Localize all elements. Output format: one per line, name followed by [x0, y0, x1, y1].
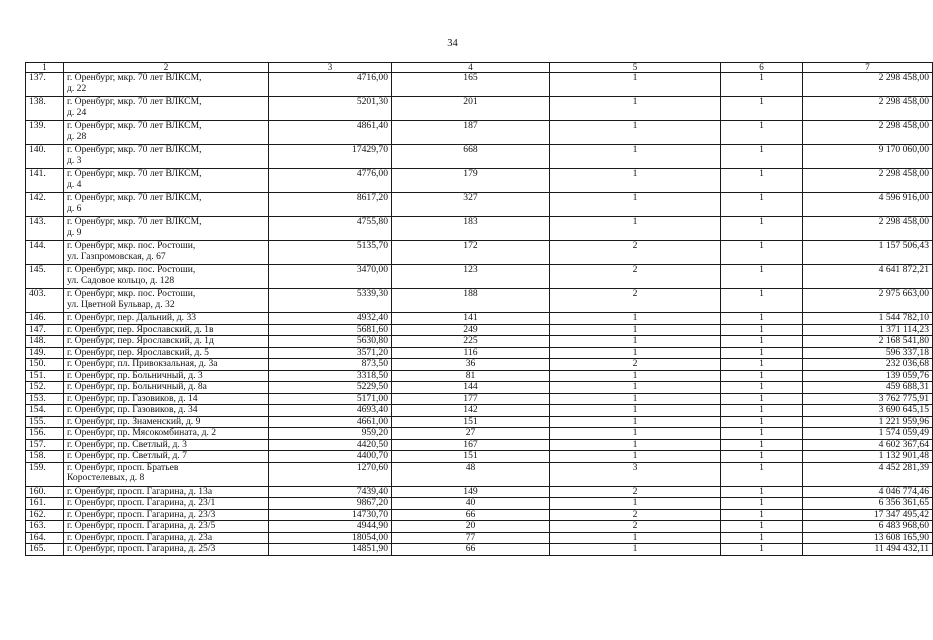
count-cell: 20: [392, 521, 550, 533]
col5-cell: 2: [550, 265, 721, 289]
count-cell: 116: [392, 347, 550, 359]
row-number-cell: 156.: [26, 428, 64, 440]
col5-cell: 1: [550, 439, 721, 451]
table-row: [26, 393, 933, 405]
address-line: д. 22: [67, 82, 87, 94]
area-cell: 4776,00: [269, 169, 392, 193]
address-cell: [64, 313, 269, 325]
area-cell: 3571,20: [269, 347, 392, 359]
table-row: [26, 521, 933, 533]
area-cell: 5201,30: [269, 97, 392, 121]
col5-cell: 1: [550, 393, 721, 405]
col6-cell: 1: [721, 193, 803, 217]
row-number-cell: 165.: [26, 544, 64, 556]
address-line: д. 4: [67, 178, 82, 190]
table-row: [26, 324, 933, 336]
address-line: г. Оренбург, просп. Гагарина, д. 13а: [67, 485, 213, 497]
address-cell: [64, 382, 269, 394]
address-line: г. Оренбург, пер. Ярославский, д. 1д: [67, 335, 214, 346]
table-row: [26, 336, 933, 348]
col6-cell: 1: [721, 393, 803, 405]
col6-cell: 1: [721, 73, 803, 97]
address-line: д. 6: [67, 202, 82, 214]
amount-cell: 3 690 645,15: [803, 405, 933, 417]
address-cell: [64, 241, 269, 265]
table-row: [26, 73, 933, 97]
address-cell: [64, 439, 269, 451]
header-row: [26, 63, 933, 73]
count-cell: 179: [392, 169, 550, 193]
table-row: [26, 145, 933, 169]
address-line: г. Оренбург, пр. Газовиков, д. 34: [67, 404, 198, 415]
row-number-cell: 137.: [26, 73, 64, 97]
amount-cell: 13 608 165,90: [803, 532, 933, 544]
table-row: [26, 370, 933, 382]
address-line: г. Оренбург, мкр. 70 лет ВЛКСМ,: [67, 144, 202, 155]
address-line: д. 3: [67, 154, 82, 166]
amount-cell: 1 157 506,43: [803, 241, 933, 265]
address-line: г. Оренбург, мкр. 70 лет ВЛКСМ,: [67, 168, 202, 179]
row-number-cell: 140.: [26, 145, 64, 169]
row-number-cell: 138.: [26, 97, 64, 121]
table-row: [26, 451, 933, 463]
count-cell: 66: [392, 509, 550, 521]
count-cell: 142: [392, 405, 550, 417]
table-row: [26, 498, 933, 510]
table-row: [26, 382, 933, 394]
address-line: г. Оренбург, пр. Знаменский, д. 9: [67, 415, 201, 427]
page-number: 34: [447, 38, 458, 49]
address-cell: [64, 336, 269, 348]
amount-cell: 2 168 541,80: [803, 336, 933, 348]
table-row: [26, 241, 933, 265]
count-cell: 149: [392, 486, 550, 498]
row-number-cell: 141.: [26, 169, 64, 193]
col5-cell: 1: [550, 451, 721, 463]
amount-cell: 139 059,76: [803, 370, 933, 382]
col6-cell: 1: [721, 265, 803, 289]
address-line: г. Оренбург, мкр. 70 лет ВЛКСМ,: [67, 192, 202, 203]
table-row: [26, 347, 933, 359]
col6-cell: 1: [721, 382, 803, 394]
address-line: г. Оренбург, просп. Гагарина, д. 23/1: [67, 497, 216, 508]
address-cell: [64, 145, 269, 169]
col6-cell: 1: [721, 347, 803, 359]
count-cell: 77: [392, 532, 550, 544]
amount-cell: 2 975 663,00: [803, 289, 933, 313]
row-number-cell: 157.: [26, 439, 64, 451]
row-number-cell: 161.: [26, 498, 64, 510]
col6-cell: 1: [721, 289, 803, 313]
area-cell: 17429,70: [269, 145, 392, 169]
amount-cell: 4 452 281,39: [803, 462, 933, 486]
col6-cell: 1: [721, 324, 803, 336]
col6-cell: 1: [721, 462, 803, 486]
area-cell: 4944,90: [269, 521, 392, 533]
address-line: г. Оренбург, пер. Дальний, д. 33: [67, 312, 197, 323]
col6-cell: 1: [721, 544, 803, 556]
col5-cell: 1: [550, 416, 721, 428]
table-row: [26, 532, 933, 544]
address-line: д. 24: [67, 106, 87, 118]
address-cell: [64, 289, 269, 313]
address-cell: [64, 532, 269, 544]
header-cell: 1: [26, 63, 64, 73]
count-cell: 40: [392, 498, 550, 510]
col5-cell: 1: [550, 193, 721, 217]
amount-cell: 4 602 367,64: [803, 439, 933, 451]
amount-cell: 232 036,68: [803, 359, 933, 371]
col6-cell: 1: [721, 336, 803, 348]
address-line: г. Оренбург, пр. Больничный, д. 8а: [67, 381, 207, 392]
col5-cell: 1: [550, 73, 721, 97]
address-cell: [64, 486, 269, 498]
row-number-cell: 162.: [26, 509, 64, 521]
amount-cell: 2 298 458,00: [803, 121, 933, 145]
header-cell: 2: [64, 63, 269, 73]
address-cell: [64, 97, 269, 121]
address-line: г. Оренбург, пр. Светлый, д. 7: [67, 450, 187, 461]
address-cell: [64, 347, 269, 359]
row-number-cell: 159.: [26, 462, 64, 486]
table-row: [26, 509, 933, 521]
table-row: [26, 289, 933, 313]
address-cell: [64, 521, 269, 533]
amount-cell: 1 544 782,10: [803, 313, 933, 325]
col6-cell: 1: [721, 416, 803, 428]
address-cell: [64, 169, 269, 193]
col6-cell: 1: [721, 498, 803, 510]
address-cell: [64, 393, 269, 405]
count-cell: 668: [392, 145, 550, 169]
area-cell: 18054,00: [269, 532, 392, 544]
header-cell: 6: [721, 63, 803, 73]
count-cell: 151: [392, 451, 550, 463]
amount-cell: 6 483 968,60: [803, 521, 933, 533]
row-number-cell: 153.: [26, 393, 64, 405]
row-number-cell: 144.: [26, 241, 64, 265]
amount-cell: 1 574 059,49: [803, 428, 933, 440]
col6-cell: 1: [721, 169, 803, 193]
col5-cell: 2: [550, 289, 721, 313]
row-number-cell: 139.: [26, 121, 64, 145]
count-cell: 225: [392, 336, 550, 348]
address-cell: [64, 451, 269, 463]
area-cell: 4755,80: [269, 217, 392, 241]
col6-cell: 1: [721, 486, 803, 498]
amount-cell: 2 298 458,00: [803, 73, 933, 97]
address-cell: [64, 73, 269, 97]
address-line: г. Оренбург, пр. Мясокомбината, д. 2: [67, 427, 217, 438]
col5-cell: 1: [550, 544, 721, 556]
count-cell: 172: [392, 241, 550, 265]
data-table: [25, 62, 933, 556]
count-cell: 187: [392, 121, 550, 145]
area-cell: 4932,40: [269, 313, 392, 325]
col5-cell: 1: [550, 370, 721, 382]
area-cell: 9867,20: [269, 498, 392, 510]
col6-cell: 1: [721, 97, 803, 121]
amount-cell: 596 337,18: [803, 347, 933, 359]
area-cell: 5681,60: [269, 324, 392, 336]
amount-cell: 4 641 872,21: [803, 265, 933, 289]
col6-cell: 1: [721, 145, 803, 169]
table-row: [26, 121, 933, 145]
col5-cell: 3: [550, 462, 721, 486]
table-row: [26, 544, 933, 556]
col5-cell: 1: [550, 498, 721, 510]
area-cell: 14851,90: [269, 544, 392, 556]
row-number-cell: 145.: [26, 265, 64, 289]
row-number-cell: 158.: [26, 451, 64, 463]
header-cell: 4: [392, 63, 550, 73]
row-number-cell: 146.: [26, 313, 64, 325]
address-line: г. Оренбург, пр. Светлый, д. 3: [67, 438, 187, 450]
area-cell: 4716,00: [269, 73, 392, 97]
count-cell: 201: [392, 97, 550, 121]
col6-cell: 1: [721, 313, 803, 325]
col5-cell: 1: [550, 324, 721, 336]
address-line: г. Оренбург, просп. Гагарина, д. 23/3: [67, 508, 216, 520]
amount-cell: 4 046 774,46: [803, 486, 933, 498]
address-line: г. Оренбург, пр. Газовиков, д. 14: [67, 392, 198, 404]
address-cell: [64, 359, 269, 371]
address-line: г. Оренбург, просп. Гагарина, д. 23/5: [67, 520, 216, 531]
count-cell: 36: [392, 359, 550, 371]
address-line: г. Оренбург, пер. Ярославский, д. 1в: [67, 323, 214, 335]
address-cell: [64, 416, 269, 428]
col5-cell: 1: [550, 169, 721, 193]
area-cell: 959,20: [269, 428, 392, 440]
col5-cell: 1: [550, 145, 721, 169]
col6-cell: 1: [721, 439, 803, 451]
amount-cell: 9 170 060,00: [803, 145, 933, 169]
address-line: г. Оренбург, пр. Больничный, д. 3: [67, 369, 203, 381]
table-row: [26, 462, 933, 486]
amount-cell: 459 688,31: [803, 382, 933, 394]
amount-cell: 1 371 114,23: [803, 324, 933, 336]
address-line: г. Оренбург, мкр. пос. Ростоши,: [67, 264, 196, 275]
header-cell: 7: [803, 63, 933, 73]
address-line: г. Оренбург, мкр. пос. Ростоши,: [67, 240, 196, 251]
col5-cell: 1: [550, 405, 721, 417]
table-row: [26, 416, 933, 428]
area-cell: 4661,00: [269, 416, 392, 428]
row-number-cell: 150.: [26, 359, 64, 371]
table-row: [26, 313, 933, 325]
amount-cell: 6 356 361,65: [803, 498, 933, 510]
col6-cell: 1: [721, 359, 803, 371]
table-row: [26, 265, 933, 289]
col5-cell: 1: [550, 347, 721, 359]
address-line: г. Оренбург, просп. Гагарина, д. 23а: [67, 531, 213, 543]
col6-cell: 1: [721, 241, 803, 265]
amount-cell: 11 494 432,11: [803, 544, 933, 556]
row-number-cell: 149.: [26, 347, 64, 359]
col5-cell: 2: [550, 521, 721, 533]
count-cell: 165: [392, 73, 550, 97]
table-row: [26, 169, 933, 193]
row-number-cell: 151.: [26, 370, 64, 382]
table-row: [26, 439, 933, 451]
count-cell: 188: [392, 289, 550, 313]
row-number-cell: 148.: [26, 336, 64, 348]
address-cell: [64, 544, 269, 556]
col6-cell: 1: [721, 405, 803, 417]
amount-cell: 1 221 959,96: [803, 416, 933, 428]
count-cell: 66: [392, 544, 550, 556]
address-line: д. 28: [67, 130, 87, 142]
address-cell: [64, 121, 269, 145]
row-number-cell: 403.: [26, 289, 64, 313]
area-cell: 3318,50: [269, 370, 392, 382]
count-cell: 327: [392, 193, 550, 217]
area-cell: 5339,30: [269, 289, 392, 313]
header-cell: 3: [269, 63, 392, 73]
address-cell: [64, 193, 269, 217]
col6-cell: 1: [721, 532, 803, 544]
address-line: г. Оренбург, мкр. 70 лет ВЛКСМ,: [67, 96, 202, 107]
area-cell: 4400,70: [269, 451, 392, 463]
amount-cell: 2 298 458,00: [803, 217, 933, 241]
row-number-cell: 163.: [26, 521, 64, 533]
address-cell: [64, 265, 269, 289]
col5-cell: 1: [550, 428, 721, 440]
area-cell: 14730,70: [269, 509, 392, 521]
row-number-cell: 155.: [26, 416, 64, 428]
count-cell: 81: [392, 370, 550, 382]
area-cell: 5630,80: [269, 336, 392, 348]
area-cell: 3470,00: [269, 265, 392, 289]
address-line: г. Оренбург, просп. Гагарина, д. 25/3: [67, 543, 216, 554]
col6-cell: 1: [721, 121, 803, 145]
amount-cell: 4 596 916,00: [803, 193, 933, 217]
address-cell: [64, 428, 269, 440]
table-row: [26, 193, 933, 217]
col5-cell: 2: [550, 359, 721, 371]
amount-cell: 2 298 458,00: [803, 169, 933, 193]
col5-cell: 1: [550, 121, 721, 145]
row-number-cell: 164.: [26, 532, 64, 544]
col6-cell: 1: [721, 428, 803, 440]
area-cell: 5171,00: [269, 393, 392, 405]
count-cell: 144: [392, 382, 550, 394]
row-number-cell: 152.: [26, 382, 64, 394]
amount-cell: 17 347 495,42: [803, 509, 933, 521]
table-row: [26, 217, 933, 241]
address-line: г. Оренбург, просп. Братьев: [67, 461, 179, 473]
address-line: г. Оренбург, мкр. 70 лет ВЛКСМ,: [67, 216, 202, 227]
area-cell: 1270,60: [269, 462, 392, 486]
table-row: [26, 486, 933, 498]
area-cell: 5229,50: [269, 382, 392, 394]
address-line: г. Оренбург, мкр. 70 лет ВЛКСМ,: [67, 120, 202, 131]
table-body: [26, 63, 933, 556]
area-cell: 5135,70: [269, 241, 392, 265]
col5-cell: 1: [550, 313, 721, 325]
count-cell: 48: [392, 462, 550, 486]
amount-cell: 1 132 901,48: [803, 451, 933, 463]
col6-cell: 1: [721, 509, 803, 521]
table-row: [26, 428, 933, 440]
count-cell: 151: [392, 416, 550, 428]
row-number-cell: 142.: [26, 193, 64, 217]
table-row: [26, 97, 933, 121]
address-line: г. Оренбург, мкр. пос. Ростоши,: [67, 288, 196, 299]
address-line: ул. Цветной Бульвар, д. 32: [67, 298, 175, 310]
address-line: ул. Садовое кольцо, д. 128: [67, 274, 175, 286]
col6-cell: 1: [721, 451, 803, 463]
address-line: Коростелевых, д. 8: [67, 472, 145, 483]
address-line: г. Оренбург, мкр. 70 лет ВЛКСМ,: [67, 72, 202, 83]
col5-cell: 1: [550, 336, 721, 348]
col5-cell: 1: [550, 382, 721, 394]
address-line: г. Оренбург, пер. Ярославский, д. 5: [67, 346, 209, 358]
count-cell: 27: [392, 428, 550, 440]
address-line: ул. Газпромовская, д. 67: [67, 250, 166, 262]
area-cell: 4420,50: [269, 439, 392, 451]
address-cell: [64, 462, 269, 486]
row-number-cell: 154.: [26, 405, 64, 417]
address-cell: [64, 509, 269, 521]
col5-cell: 1: [550, 97, 721, 121]
address-cell: [64, 405, 269, 417]
address-line: д. 9: [67, 226, 82, 238]
col5-cell: 2: [550, 509, 721, 521]
address-cell: [64, 324, 269, 336]
area-cell: 7439,40: [269, 486, 392, 498]
col6-cell: 1: [721, 370, 803, 382]
count-cell: 249: [392, 324, 550, 336]
address-line: г. Оренбург, пл. Привокзальная, д. 3а: [67, 358, 218, 369]
col5-cell: 1: [550, 532, 721, 544]
table-row: [26, 359, 933, 371]
count-cell: 183: [392, 217, 550, 241]
address-cell: [64, 217, 269, 241]
col5-cell: 2: [550, 486, 721, 498]
col6-cell: 1: [721, 521, 803, 533]
address-cell: [64, 370, 269, 382]
count-cell: 123: [392, 265, 550, 289]
area-cell: 8617,20: [269, 193, 392, 217]
header-cell: 5: [550, 63, 721, 73]
count-cell: 141: [392, 313, 550, 325]
col5-cell: 1: [550, 217, 721, 241]
count-cell: 167: [392, 439, 550, 451]
amount-cell: 3 762 775,91: [803, 393, 933, 405]
col5-cell: 2: [550, 241, 721, 265]
area-cell: 4693,40: [269, 405, 392, 417]
area-cell: 4861,40: [269, 121, 392, 145]
col6-cell: 1: [721, 217, 803, 241]
area-cell: 873,50: [269, 359, 392, 371]
row-number-cell: 147.: [26, 324, 64, 336]
count-cell: 177: [392, 393, 550, 405]
address-cell: [64, 498, 269, 510]
amount-cell: 2 298 458,00: [803, 97, 933, 121]
row-number-cell: 143.: [26, 217, 64, 241]
row-number-cell: 160.: [26, 486, 64, 498]
table-row: [26, 405, 933, 417]
